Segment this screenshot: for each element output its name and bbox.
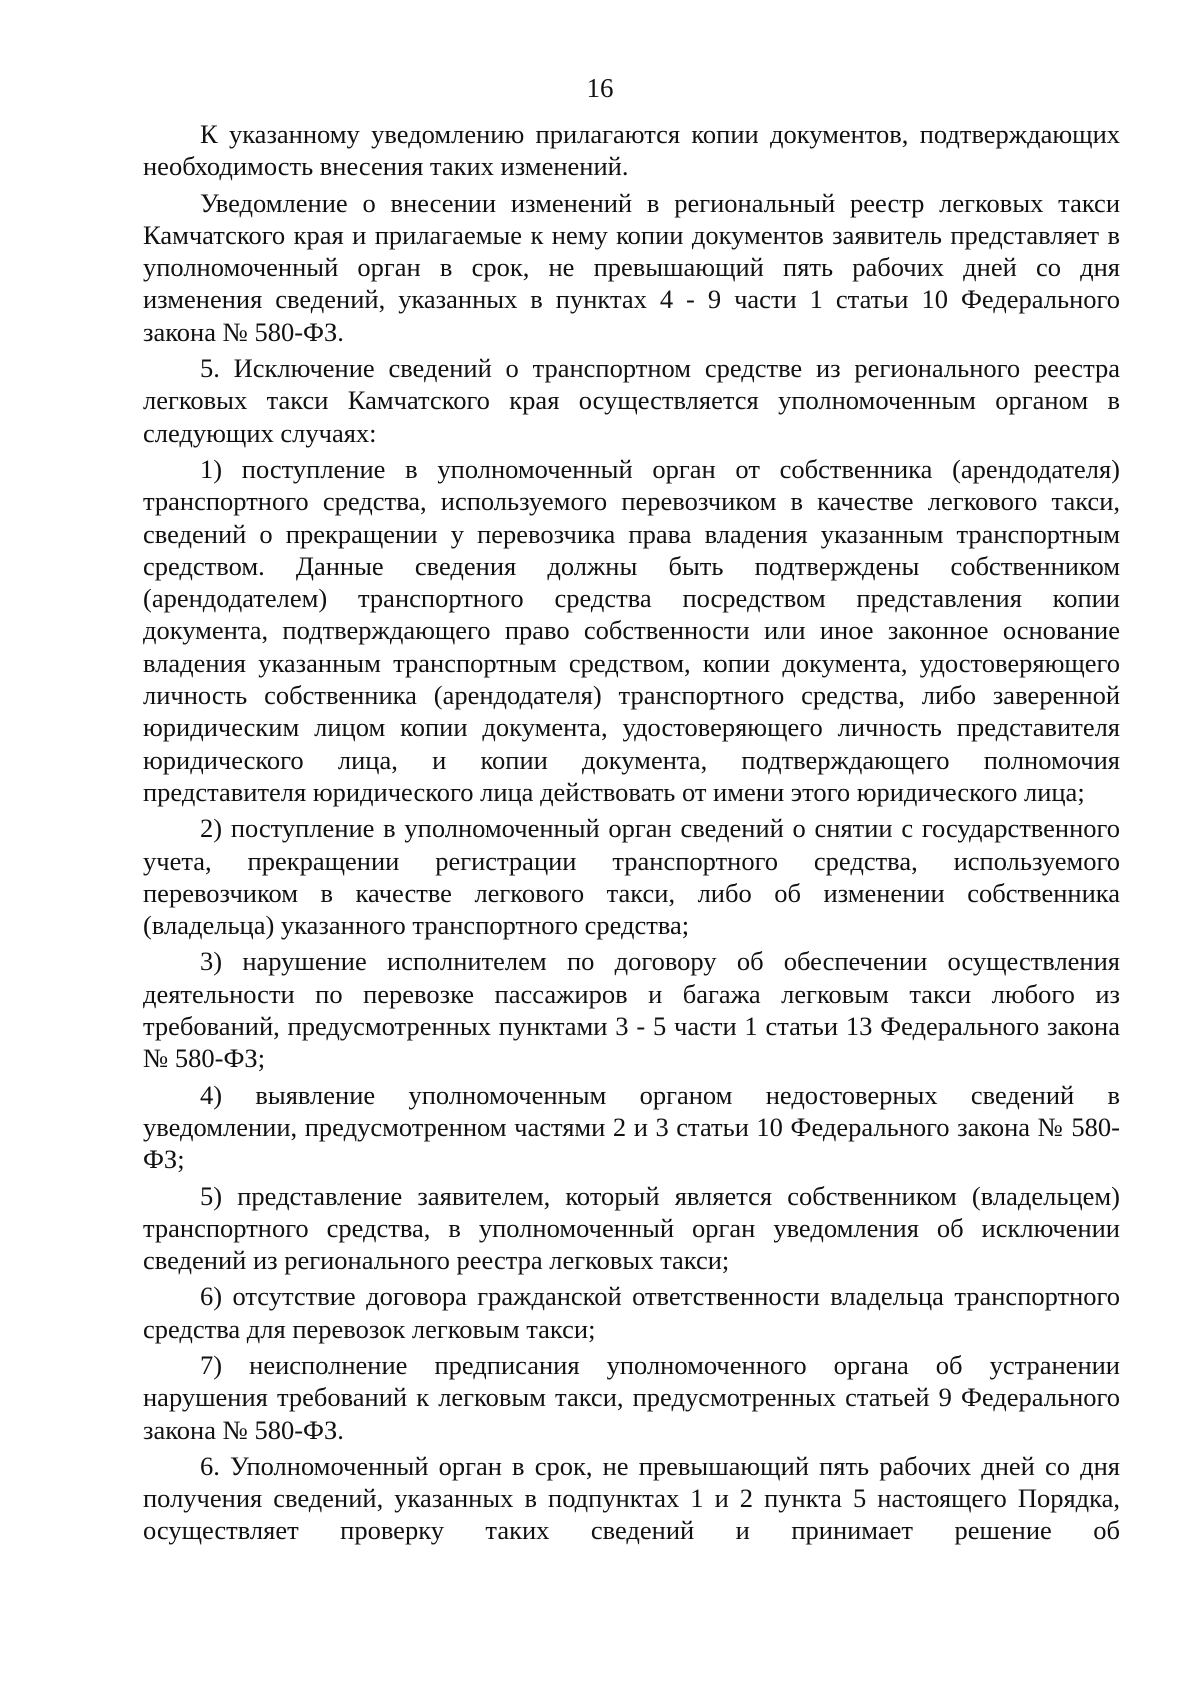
paragraph-item-6: 6. Уполномоченный орган в срок, не превышающий пять рабочих дней со дня получения сведений, указанных в подпунктах 1 и 2 пункта 5 настоящего Порядка, осуществляет проверку таких сведений и принимает решение об — [143, 1450, 1120, 1546]
paragraph-item-5: 5. Исключение сведений о транспортном средстве из регионального реестра легковых такси Камчатского края осуществляется уполномоченным органом в следующих случаях: — [143, 353, 1120, 448]
list-item-5-7: 7) неисполнение предписания уполномоченного органа об устранении нарушения требований к легковым такси, предусмотренных статьей 9 Федерального закона № 580-ФЗ. — [143, 1349, 1120, 1445]
list-item-5-3: 3) нарушение исполнителем по договору об обеспечении осуществления деятельности по перевозке пассажиров и багажа легковым такси любого из требований, предусмотренных пунктами 3 - 5 части 1 статьи 13 Федерального закона № 580-ФЗ; — [143, 946, 1120, 1074]
list-item-5-2: 2) поступление в уполномоченный орган сведений о снятии с государственного учета, прекращении регистрации транспортного средства, используемого перевозчиком в качестве легкового такси, либо об изменении собственника (владельца) указанного транспортного средства; — [143, 813, 1120, 941]
page-number: 16 — [586, 73, 614, 103]
paragraph-attachments: К указанному уведомлению прилагаются копии документов, подтверждающих необходимость внесения таких изменений. — [143, 119, 1120, 182]
document-body — [143, 118, 1120, 1547]
list-item-5-5: 5) представление заявителем, который является собственником (владельцем) транспортного средства, в уполномоченный орган уведомления об исключении сведений из регионального реестра легковых такси; — [143, 1180, 1120, 1276]
list-item-5-6: 6) отсутствие договора гражданской ответственности владельца транспортного средства для перевозок легковым такси; — [143, 1281, 1120, 1344]
paragraph-notification-changes: Уведомление о внесении изменений в региональный реестр легковых такси Камчатского края и прилагаемые к нему копии документов заявитель представляет в уполномоченный орган в срок, не превышающий пять рабочих дней со дня изменения сведений, указанных в пунктах 4 - 9 части 1 статьи 10 Федерального закона № 580-ФЗ. — [143, 187, 1120, 347]
list-item-5-1: 1) поступление в уполномоченный орган от собственника (арендодателя) транспортного средства, используемого перевозчиком в качестве легкового такси, сведений о прекращении у перевозчика права владения указанным транспортным средством. Данные сведения должны быть подтверждены собственником (арендодателем) транспортного средства посредством представления копии документа, подтверждающего право собственности или иное законное основание владения указанным транспортным средством, копии документа, удостоверяющего личность собственника (арендодателя) транспортного средства, либо заверенной юридическим лицом копии документа, удостоверяющего личность представителя юридического лица, и копии документа, подтверждающего полномочия представителя юридического лица действовать от имени этого юридического лица; — [143, 453, 1120, 807]
list-item-5-4: 4) выявление уполномоченным органом недостоверных сведений в уведомлении, предусмотренном частями 2 и 3 статьи 10 Федерального закона № 580-ФЗ; — [143, 1079, 1120, 1175]
